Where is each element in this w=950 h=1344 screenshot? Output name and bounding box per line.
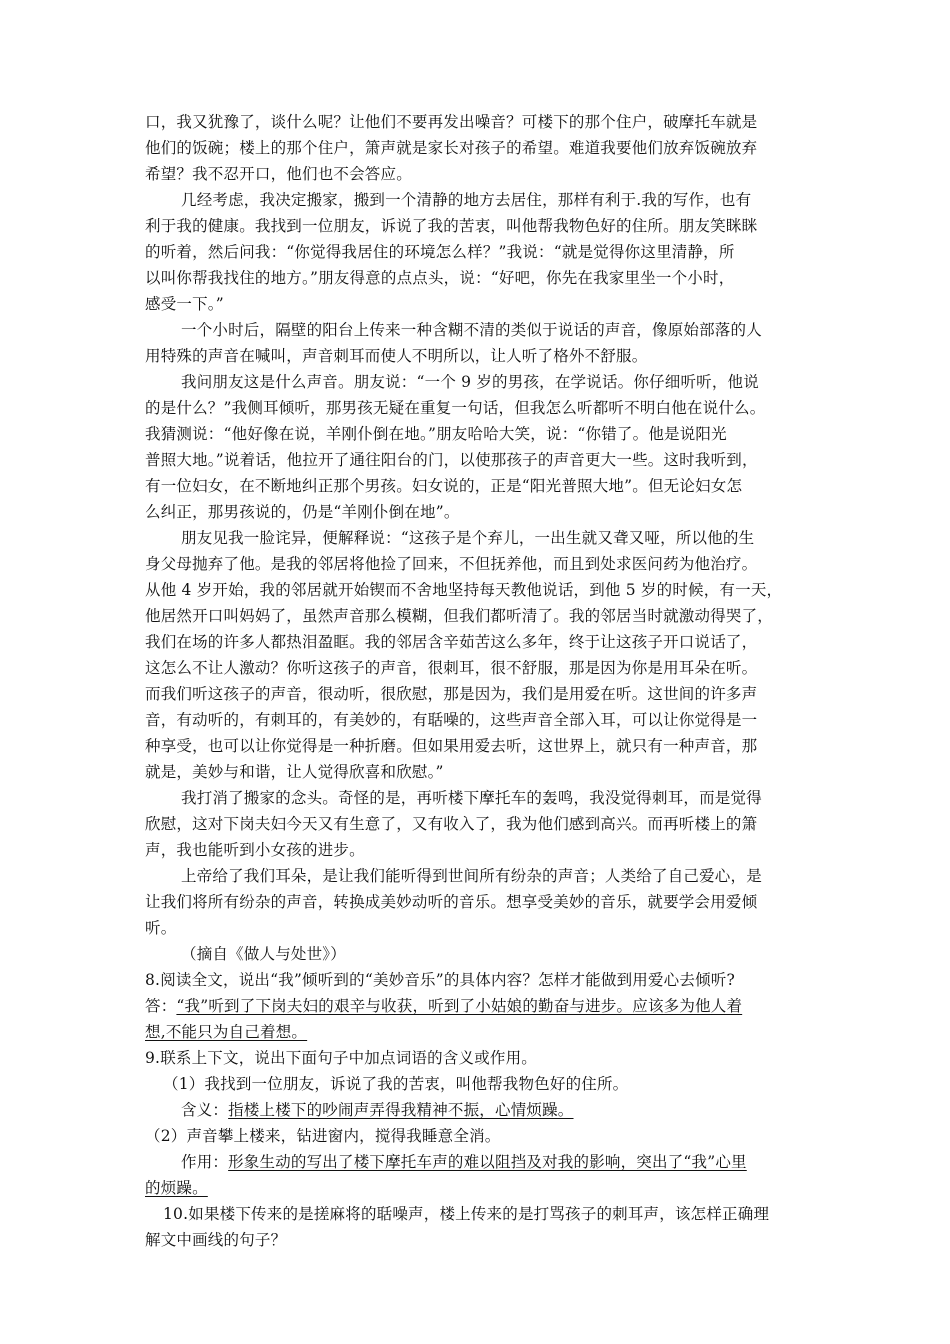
text-line	[145, 554, 805, 574]
line-text: 一个小时后，隔壁的阳台上传来一种含糊不清的类似于说话的声音，像原始部落的人	[181, 321, 762, 339]
text-line	[145, 242, 805, 262]
line-text: 解文中画线的句子？	[145, 1231, 287, 1249]
text-line	[181, 372, 805, 392]
text-line	[181, 528, 805, 548]
line-text: 种享受，也可以让你觉得是一种折磨。但如果用爱去听，这世界上，就只有一种声音，那	[145, 737, 758, 755]
line-text: 9.联系上下文，说出下面句子中加点词语的含义或作用。	[145, 1049, 537, 1067]
underlined-answer-text: 的烦躁。	[145, 1179, 208, 1197]
text-line	[145, 1022, 805, 1042]
text-line	[181, 190, 805, 210]
answer-prefix: 含义：	[181, 1101, 229, 1119]
text-line	[181, 944, 805, 964]
line-text: （1）我找到一位朋友，诉说了我的苦衷，叫他帮我物色好的住所。	[163, 1075, 629, 1093]
text-line	[145, 1048, 805, 1068]
line-text: 从他 4 岁开始，我的邻居就开始锲而不舍地坚持每天教他说话，到他 5 岁的时候，有一天，	[145, 581, 783, 599]
text-line	[145, 268, 805, 288]
underlined-answer-text: 指楼上楼下的吵闹声弄得我精神不振，心情烦躁。	[228, 1101, 574, 1119]
line-text: 而我们听这孩子的声音，很动听，很欣慰，那是因为，我们是用爱在听。这世间的许多声	[145, 685, 758, 703]
text-line	[145, 684, 805, 704]
text-line	[145, 606, 805, 626]
text-line	[145, 424, 805, 444]
text-line	[145, 710, 805, 730]
text-line	[145, 112, 805, 132]
text-line	[145, 502, 805, 522]
line-text: 么纠正，那男孩说的，仍是“羊刚仆倒在地”。	[145, 503, 460, 521]
line-text: 欣慰，这对下岗夫妇今天又有生意了，又有收入了，我为他们感到高兴。而再听楼上的箫	[145, 815, 758, 833]
text-line	[145, 892, 805, 912]
line-text: 声，我也能听到小女孩的进步。	[145, 841, 365, 859]
text-line	[145, 294, 805, 314]
text-line	[145, 216, 805, 236]
text-line	[181, 788, 805, 808]
line-text: 普照大地。”说着话，他拉开了通往阳台的门，以使那孩子的声音更大一些。这时我听到，	[145, 451, 758, 469]
line-text: 听。	[145, 919, 177, 937]
line-text: 用特殊的声音在喊叫，声音刺耳而使人不明所以，让人听了格外不舒服。	[145, 347, 648, 365]
line-text: 我猜测说：“他好像在说，羊刚仆倒在地。”朋友哈哈大笑，说：“你错了。他是说阳光	[145, 425, 727, 443]
text-line	[145, 658, 805, 678]
line-text: 的听着，然后问我：“你觉得我居住的环境怎么样？”我说：“就是觉得你这里清静，所	[145, 243, 735, 261]
line-text: 以叫你帮我找住的地方。”朋友得意的点点头，说：“好吧，你先在我家里坐一个小时，	[145, 269, 735, 287]
line-text: 身父母抛弃了他。是我的邻居将他捡了回来，不但抚养他，而且到处求医问药为他治疗。	[145, 555, 758, 573]
line-text: 音，有动听的，有刺耳的，有美妙的，有聒噪的，这些声音全部入耳，可以让你觉得是一	[145, 711, 758, 729]
answer-prefix: 作用：	[181, 1153, 229, 1171]
text-line	[145, 398, 805, 418]
text-line	[145, 1126, 805, 1146]
text-line	[145, 762, 805, 782]
text-line	[145, 450, 805, 470]
text-line	[145, 736, 805, 756]
text-line	[145, 580, 805, 600]
line-text: 感受一下。”	[145, 295, 224, 313]
text-line	[145, 1178, 805, 1198]
line-text: 他居然开口叫妈妈了，虽然声音那么模糊，但我们都听清了。我的邻居当时就激动得哭了，	[145, 607, 774, 625]
line-text: 几经考虑，我决定搬家，搬到一个清静的地方去居住，那样有利于.我的写作，也有	[181, 191, 752, 209]
text-line	[145, 138, 805, 158]
text-line	[145, 1230, 805, 1250]
underlined-answer-text: 形象生动的写出了楼下摩托车声的难以阻挡及对我的影响，突出了“我”心里	[228, 1153, 747, 1171]
text-line	[145, 632, 805, 652]
line-text: 10.如果楼下传来的是搓麻将的聒噪声，楼上传来的是打骂孩子的刺耳声，该怎样正确理	[163, 1205, 770, 1223]
line-text: （摘自《做人与处世》）	[181, 945, 346, 963]
line-text: 他们的饭碗；楼上的那个住户，箫声就是家长对孩子的希望。难道我要他们放弃饭碗放弃	[145, 139, 758, 157]
line-text: （2）声音攀上楼来，钻进窗内，搅得我睡意全消。	[145, 1127, 501, 1145]
line-text: 的是什么？”我侧耳倾听，那男孩无疑在重复一句话，但我怎么听都听不明白他在说什么。	[145, 399, 766, 417]
text-line	[163, 1074, 805, 1094]
text-line	[163, 1204, 805, 1224]
text-line	[181, 320, 805, 340]
line-text: 我打消了搬家的念头。奇怪的是，再听楼下摩托车的轰鸣，我没觉得刺耳，而是觉得	[181, 789, 762, 807]
text-line	[145, 814, 805, 834]
line-text: 我问朋友这是什么声音。朋友说：“一个 9 岁的男孩，在学说话。你仔细听听，他说	[181, 373, 759, 391]
text-line	[181, 866, 805, 886]
line-text: 8.阅读全文，说出“我”倾听到的“美妙音乐”的具体内容？怎样才能做到用爱心去倾听?	[145, 971, 735, 989]
text-line	[181, 1100, 805, 1120]
text-line	[145, 996, 805, 1016]
answer-prefix: 答：	[145, 997, 177, 1015]
text-line	[145, 840, 805, 860]
text-line	[145, 346, 805, 366]
line-text: 有一位妇女，在不断地纠正那个男孩。妇女说的，正是“阳光普照大地”。但无论妇女怎	[145, 477, 743, 495]
line-text: 让我们将所有纷杂的声音，转换成美妙动听的音乐。想享受美妙的音乐，就要学会用爱倾	[145, 893, 758, 911]
text-line	[181, 1152, 805, 1172]
line-text: 我们在场的许多人都热泪盈眶。我的邻居含辛茹苦这么多年，终于让这孩子开口说话了，	[145, 633, 758, 651]
line-text: 这怎么不让人激动？你听这孩子的声音，很刺耳，很不舒服，那是因为你是用耳朵在听。	[145, 659, 758, 677]
text-line	[145, 164, 805, 184]
underlined-answer-text: 想,不能只为自己着想。	[145, 1023, 308, 1041]
line-text: 口，我又犹豫了，谈什么呢？让他们不要再发出噪音？可楼下的那个住户，破摩托车就是	[145, 113, 758, 131]
line-text: 利于我的健康。我找到一位朋友，诉说了我的苦衷，叫他帮我物色好的住所。朋友笑眯眯	[145, 217, 758, 235]
text-line	[145, 476, 805, 496]
line-text: 就是，美妙与和谐，让人觉得欣喜和欣慰。”	[145, 763, 444, 781]
text-line	[145, 970, 805, 990]
underlined-answer-text: “我”听到了下岗夫妇的艰辛与收获，听到了小姑娘的勤奋与进步。应该多为他人着	[176, 997, 743, 1015]
text-line	[145, 918, 805, 938]
line-text: 朋友见我一脸诧异，便解释说：“这孩子是个弃儿，一出生就又聋又哑，所以他的生	[181, 529, 755, 547]
line-text: 希望？我不忍开口，他们也不会答应。	[145, 165, 412, 183]
line-text: 上帝给了我们耳朵，是让我们能听得到世间所有纷杂的声音；人类给了自己爱心，是	[181, 867, 762, 885]
